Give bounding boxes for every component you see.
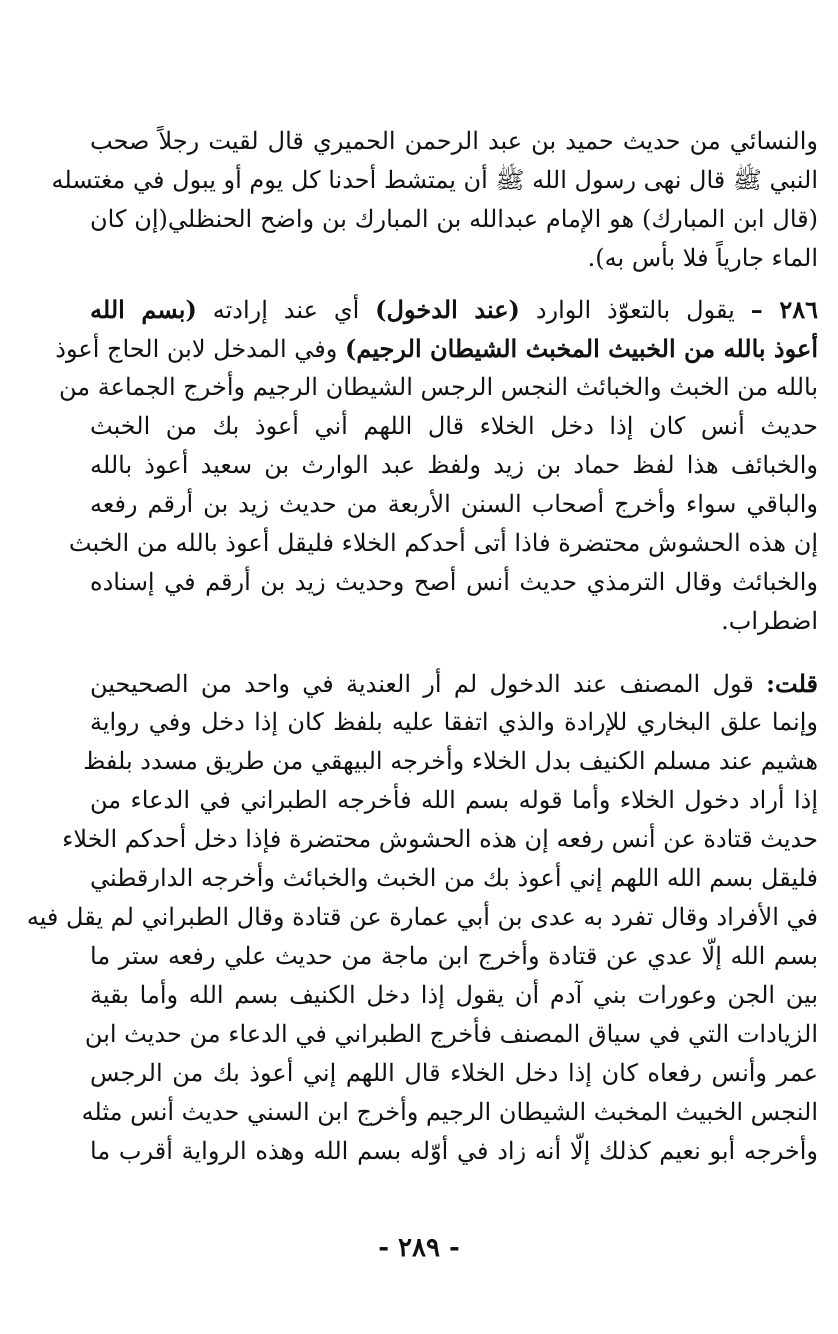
text-line: اضطراب. (721, 607, 818, 635)
text-line: الماء جارياً فلا بأس به). (587, 244, 818, 272)
text-line: فليقل بسم الله اللهم إني أعوذ بك من الخبث والخبائث وأخرجه الدارقطني (90, 864, 818, 892)
text-line: وأخرجه أبو نعيم كذلك إلّا أنه زاد في أوّله بسم الله وهذه الرواية أقرب ما (90, 1137, 818, 1165)
bold-span: (عند الدخول) (375, 295, 520, 324)
paragraph-qult (26, 664, 818, 1171)
text-line (55, 329, 818, 368)
text-line: إذا أراد دخول الخلاء وأما قوله بسم الله فأخرجه الطبراني في الدعاء من (90, 786, 818, 814)
page-number: - ٢٨٩ - (378, 1233, 460, 1263)
text-line: إن هذه الحشوش محتضرة فاذا أتى أحدكم الخلاء فليقل أعوذ بالله من الخبث (68, 529, 818, 557)
text-line: والخبائف هذا لفظ حماد بن زيد ولفظ عبد الوارث بن سعيد أعوذ بالله (90, 451, 818, 479)
text-line: النجس الخبيث المخبث الشيطان الرجيم وأخرج ابن السني حديث أنس مثله (81, 1098, 818, 1126)
text-line: بسم الله إلّا عدي عن قتادة وأخرج ابن ماجة من حديث علي رفعه ستر ما (90, 942, 818, 970)
text-line (90, 290, 818, 329)
text-line: حديث أنس كان إذا دخل الخلاء قال اللهم أني أعوذ بك من الخبث (90, 412, 818, 440)
text-span: أي عند إرادته (212, 296, 360, 324)
bold-span: أعوذ بالله من الخبيث المخبث الشيطان الرجيم) (344, 334, 818, 363)
text-line: في الأفراد وقال تفرد به عدى بن أبي عمارة عن قتادة وقال الطبراني لم يقل فيه (26, 903, 818, 931)
text-line: والخبائث وقال الترمذي حديث أنس أصح وحديث زيد بن أرقم في إسناده (90, 568, 818, 596)
text-line: بين الجن وعورات بني آدم أن يقول إذا دخل الكنيف بسم الله وأما بقية (90, 981, 818, 1009)
text-line: حديث قتادة عن أنس رفعه إن هذه الحشوش محتضرة فإذا دخل أحدكم الخلاء (62, 825, 818, 853)
paragraph-hadith-nasai (51, 122, 818, 278)
qult-label: قلت: (766, 669, 818, 698)
text-line: الزيادات التي في سياق المصنف فأخرج الطبراني في الدعاء من حديث ابن (84, 1020, 818, 1048)
text-span: قول المصنف عند الدخول لم أر العندية في واحد من الصحيحين (90, 670, 754, 698)
bold-span: (بسم الله (90, 295, 197, 324)
text-line: وإنما علق البخاري للإرادة والذي اتفقا عليه بلفظ كان إذا دخل وفي رواية (90, 708, 818, 736)
text-span: يقول بالتعوّذ الوارد (535, 296, 735, 324)
text-line: النبي ﷺ قال نهى رسول الله ﷺ أن يمتشط أحدنا كل يوم أو يبول في مغتسله (51, 166, 818, 194)
text-line: والباقي سواء وأخرج أصحاب السنن الأربعة من حديث زيد بن أرقم رفعه (90, 490, 818, 518)
text-line: عمر وأنس رفعاه كان إذا دخل الخلاء قال اللهم إني أعوذ بك من الرجس (90, 1059, 818, 1087)
text-line: بالله من الخبث والخبائث النجس الرجس الشيطان الرجيم وأخرج الجماعة من (59, 373, 818, 401)
text-line: (قال ابن المبارك) هو الإمام عبدالله بن المبارك بن واضح الحنظلي(إن كان (90, 205, 818, 233)
text-span: وفي المدخل لابن الحاج أعوذ (55, 335, 338, 363)
paragraph-286 (55, 290, 818, 641)
entry-number: ٢٨٦ – (750, 295, 818, 324)
text-line: هشيم عند مسلم الكنيف بدل الخلاء وأخرجه البيهقي من طريق مسدد بلفظ (83, 747, 818, 775)
text-line (90, 664, 818, 703)
text-line: والنسائي من حديث حميد بن عبد الرحمن الحميري قال لقيت رجلاً صحب (90, 127, 818, 155)
